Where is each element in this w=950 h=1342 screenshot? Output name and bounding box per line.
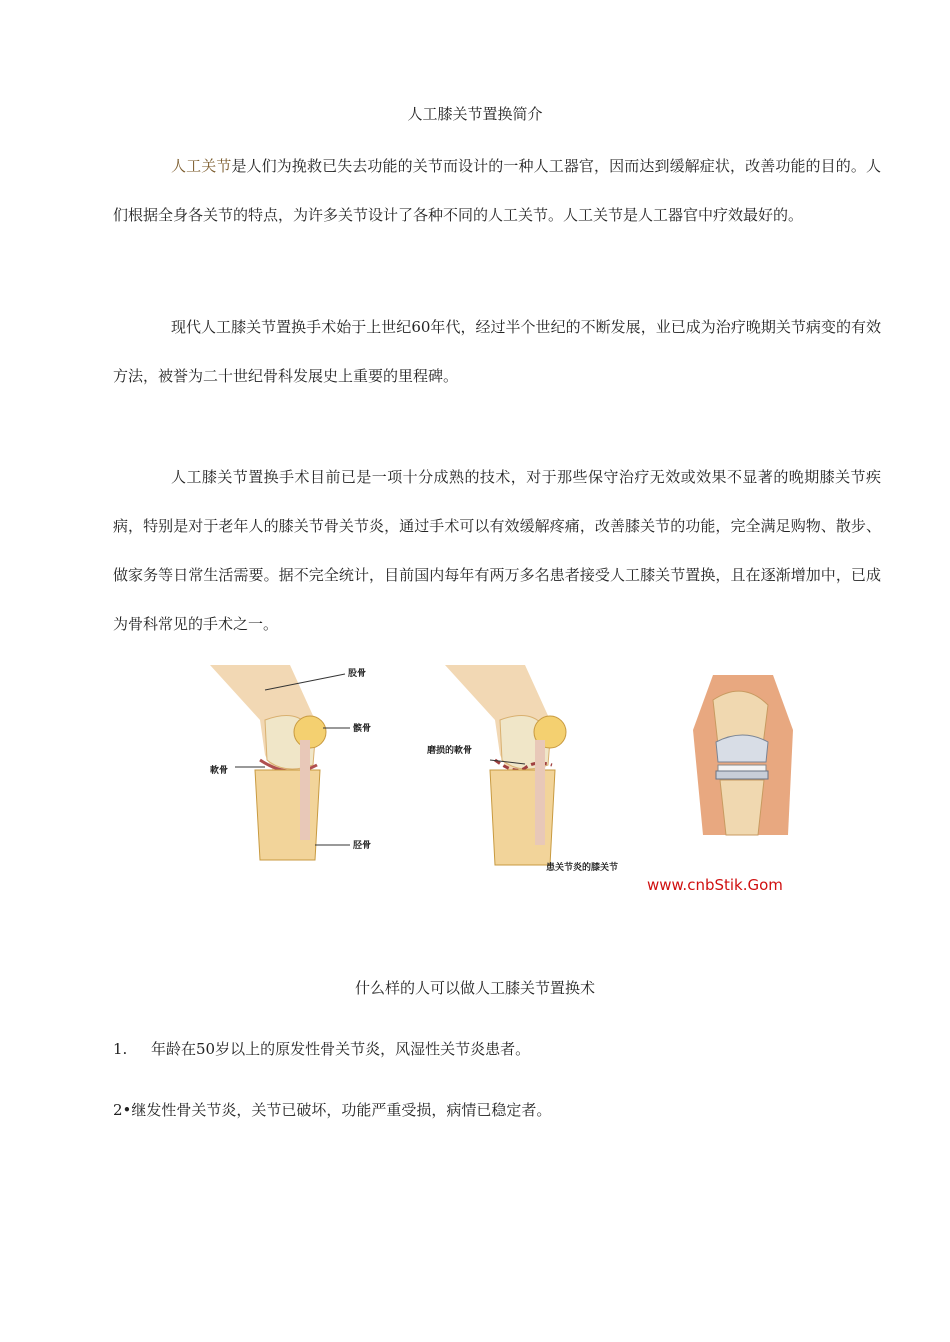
label-arthritic-knee: 患关节炎的膝关节 xyxy=(546,863,619,873)
label-worn-cartilage: 磨损的軟骨 xyxy=(427,746,473,756)
label-femur: 股骨 xyxy=(348,669,367,679)
paragraph-history: 现代人工膝关节置换手术始于上世纪60年代，经过半个世纪的不断发展，业已成为治疗晚期关节病变的有效方法，被誉为二十世纪骨科发展史上重要的里程碑。 xyxy=(113,318,881,385)
page-title: 人工膝关节置换简介 xyxy=(407,105,543,123)
paragraph-intro-text: 是人们为挽救已失去功能的关节而设计的一种人工器官，因而达到缓解症状，改善功能的目的。人们根据全身各关节的特点，为许多关节设计了各种不同的人工关节。人工关节是人工器官中疗效最好的。 xyxy=(113,157,881,224)
list-item-number: 1. xyxy=(113,1040,128,1058)
highlight-term: 人工关节 xyxy=(171,157,232,175)
label-patella: 髌骨 xyxy=(353,724,372,734)
tibia-bone xyxy=(720,780,764,835)
section-title: 什么样的人可以做人工膝关节置换术 xyxy=(354,979,595,997)
list-item xyxy=(113,1099,551,1120)
knee-implant-illustration xyxy=(688,670,798,840)
list-item-text: 继发性骨关节炎，关节已破坏，功能严重受损，病情已稳定者。 xyxy=(131,1101,552,1119)
tibia-bone xyxy=(255,770,320,860)
paragraph-intro xyxy=(113,142,881,240)
implant-femoral-component xyxy=(716,735,768,762)
label-cartilage: 軟骨 xyxy=(210,766,229,776)
healthy-knee-illustration xyxy=(205,660,395,870)
arthritic-knee-illustration xyxy=(420,660,640,875)
list-item xyxy=(113,1038,530,1059)
implant-insert xyxy=(718,765,766,771)
watermark-url: www.cnbStik.Gom xyxy=(647,876,783,894)
paragraph-technique: 人工膝关节置换手术目前已是一项十分成熟的技术，对于那些保守治疗无效或效果不显著的晚期膝关节疾病，特别是对于老年人的膝关节骨关节炎，通过手术可以有效缓解疼痛，改善膝关节的功能，完全满足购物、散步、做家务等日常生活需要。据不完全统计，目前国内每年有两万多名患者接受人工膝关节置换，且在逐渐增加中，已成为骨科常见的手术之一。 xyxy=(113,468,881,633)
list-item-text: 年龄在50岁以上的原发性骨关节炎，风湿性关节炎患者。 xyxy=(151,1040,531,1058)
implant-tibial-tray xyxy=(716,771,768,779)
label-tibia: 胫骨 xyxy=(353,841,372,851)
list-item-number: 2• xyxy=(113,1101,132,1119)
tibia-bone xyxy=(490,770,555,865)
